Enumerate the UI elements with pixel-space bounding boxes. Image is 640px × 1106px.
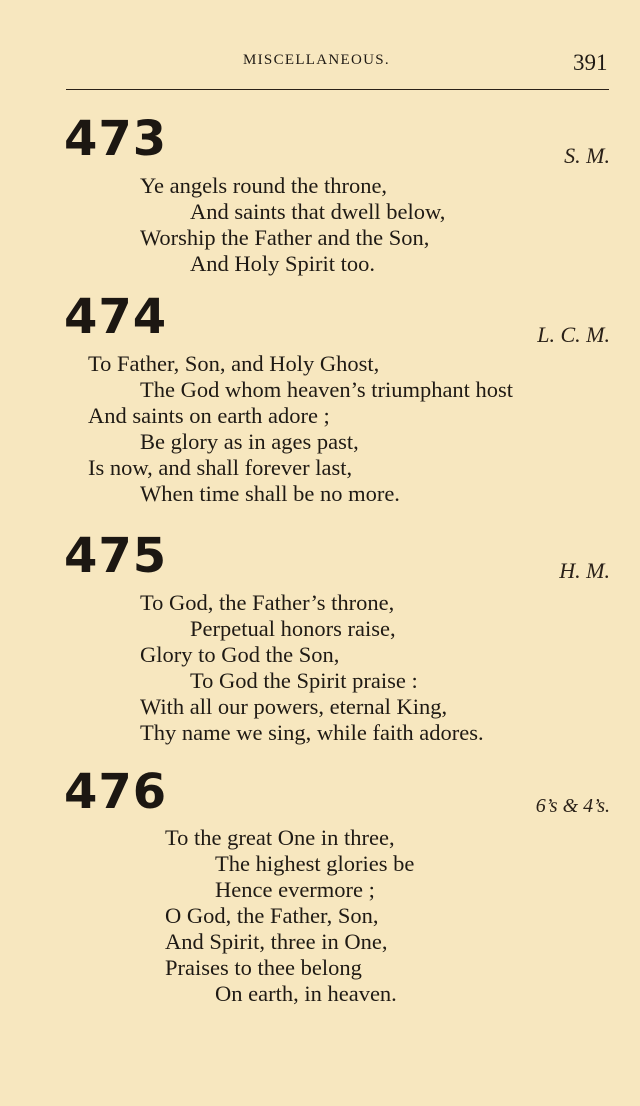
verse-line: Ye angels round the throne, [140, 173, 388, 198]
running-title: MISCELLANEOUS. [243, 52, 390, 68]
header-rule [66, 89, 609, 90]
verse-line: To God, the Father’s throne, [140, 590, 395, 615]
page-number: 391 [573, 50, 608, 75]
hymn-meter: L. C. M. [537, 322, 610, 347]
hymn-meter: 6’s & 4’s. [535, 795, 610, 817]
verse-line: Praises to thee belong [165, 955, 362, 980]
verse-line: Hence evermore ; [215, 877, 375, 902]
verse-line: Worship the Father and the Son, [140, 225, 430, 250]
verse-line: And Holy Spirit too. [190, 251, 376, 276]
hymn-number: 473 [64, 111, 168, 167]
verse-line: Be glory as in ages past, [140, 429, 359, 454]
verse-line: Perpetual honors raise, [190, 616, 396, 641]
verse-line: To Father, Son, and Holy Ghost, [88, 351, 380, 376]
hymn-number: 475 [64, 528, 168, 584]
hymn-meter: H. M. [559, 558, 610, 583]
hymn-number: 476 [64, 764, 168, 820]
verse-line: The God whom heaven’s triumphant host [140, 377, 514, 402]
verse-line: When time shall be no more. [140, 481, 400, 506]
verse-line: Glory to God the Son, [140, 642, 340, 667]
verse-line: The highest glories be [215, 851, 415, 876]
verse-line: And saints that dwell below, [190, 199, 446, 224]
verse-line: To God the Spirit praise : [190, 668, 418, 693]
verse-line: And Spirit, three in One, [165, 929, 388, 954]
verse-line: Thy name we sing, while faith adores. [140, 720, 484, 745]
hymn-meter: S. M. [564, 143, 610, 168]
verse-line: On earth, in heaven. [215, 981, 397, 1006]
page-header [0, 0, 640, 100]
verse-line: Is now, and shall forever last, [88, 455, 353, 480]
hymn-number: 474 [64, 289, 168, 345]
verse-line: And saints on earth adore ; [88, 403, 330, 428]
verse-line: To the great One in three, [165, 825, 395, 850]
verse-line: With all our powers, eternal King, [140, 694, 448, 719]
verse-line: O God, the Father, Son, [165, 903, 379, 928]
